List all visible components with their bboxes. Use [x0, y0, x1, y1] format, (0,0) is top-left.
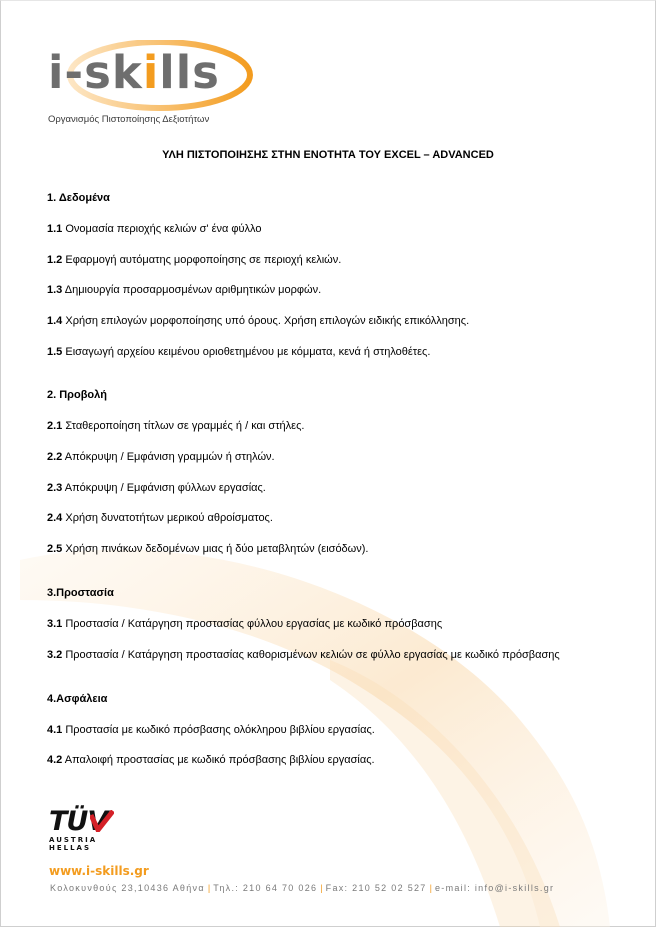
item-text: Σταθεροποίηση τίτλων σε γραμμές ή / και στήλες. [62, 420, 305, 432]
list-item [47, 482, 266, 494]
item-text: Δημιουργία προσαρμοσμένων αριθμητικών μορφών. [62, 284, 322, 296]
separator: | [320, 883, 323, 893]
item-number: 2.1 [47, 420, 63, 432]
item-text: Ονομασία περιοχής κελιών σ' ένα φύλλο [62, 223, 262, 235]
tuv-wordmark: TÜV [49, 806, 108, 837]
section-heading-data: 1. Δεδομένα [47, 192, 110, 204]
item-text: Εισαγωγή αρχείου κειμένου οριοθετημένου με κόμματα, κενά ή στηλοθέτες. [62, 346, 431, 358]
section-heading-view: 2. Προβολή [47, 389, 107, 401]
list-item [47, 223, 262, 235]
email[interactable]: e-mail: info@i-skills.gr [434, 883, 555, 893]
section-heading-protection: 3.Προστασία [47, 587, 114, 599]
item-text: Προστασία / Κατάργηση προστασίας καθορισμένων κελιών σε φύλλο εργασίας με κωδικό πρόσβασης [62, 649, 560, 661]
item-text: Προστασία με κωδικό πρόσβασης ολόκληρου βιβλίου εργασίας. [62, 724, 375, 736]
separator: | [429, 883, 432, 893]
item-number: 3.2 [47, 649, 63, 661]
item-text: Χρήση πινάκων δεδομένων μιας ή δύο μεταβλητών (εισόδων). [62, 543, 369, 555]
item-number: 2.3 [47, 482, 63, 494]
address: Κολοκυνθούς 23,10436 Αθήνα [50, 883, 205, 893]
item-text: Προστασία / Κατάργηση προστασίας φύλλου εργασίας με κωδικό πρόσβασης [62, 618, 443, 630]
document-title: ΥΛΗ ΠΙΣΤΟΠΟΙΗΣΗΣ ΣΤΗΝ ΕΝΟΤΗΤΑ ΤΟΥ EXCEL – ADVANCED [162, 149, 494, 161]
item-text: Εφαρμογή αυτόματης μορφοποίησης σε περιοχή κελιών. [62, 254, 342, 266]
item-text: Χρήση δυνατοτήτων μερικού αθροίσματος. [62, 512, 273, 524]
logo-accent: i [142, 46, 160, 99]
list-item [47, 543, 369, 555]
checkmark-icon [90, 810, 114, 832]
item-text: Απαλοιφή προστασίας με κωδικό πρόσβασης βιβλίου εργασίας. [62, 754, 375, 766]
section-heading-security: 4.Ασφάλεια [47, 693, 108, 705]
list-item [47, 420, 304, 432]
item-number: 1.3 [47, 284, 63, 296]
list-item [47, 724, 375, 736]
list-item [47, 451, 275, 463]
list-item [47, 649, 560, 661]
list-item [47, 346, 430, 358]
item-number: 3.1 [47, 618, 63, 630]
item-number: 4.2 [47, 754, 63, 766]
fax: Fax: 210 52 02 527 [325, 883, 427, 893]
item-number: 2.5 [47, 543, 63, 555]
list-item [47, 754, 375, 766]
tuv-hellas: HELLAS [49, 844, 92, 852]
phone: Τηλ.: 210 64 70 026 [213, 883, 318, 893]
item-number: 4.1 [47, 724, 63, 736]
list-item [47, 284, 321, 296]
item-number: 1.2 [47, 254, 63, 266]
tuv-austria: AUSTRIA [49, 836, 98, 844]
item-number: 1.4 [47, 315, 63, 327]
website-link[interactable]: www.i-skills.gr [49, 864, 149, 878]
list-item [47, 512, 273, 524]
list-item [47, 315, 469, 327]
list-item [47, 254, 341, 266]
logo-suffix: lls [159, 46, 220, 99]
item-text: Απόκρυψη / Εμφάνιση γραμμών ή στηλών. [62, 451, 275, 463]
contact-line [50, 883, 554, 893]
separator: | [207, 883, 211, 893]
tuv-logo [49, 808, 107, 852]
organization-name: Οργανισμός Πιστοποίησης Δεξιοτήτων [48, 114, 210, 125]
logo [48, 48, 220, 98]
item-text: Απόκρυψη / Εμφάνιση φύλλων εργασίας. [62, 482, 266, 494]
logo-prefix: i-sk [48, 46, 143, 99]
item-number: 1.1 [47, 223, 63, 235]
list-item [47, 618, 442, 630]
item-number: 2.4 [47, 512, 63, 524]
item-number: 2.2 [47, 451, 63, 463]
item-number: 1.5 [47, 346, 63, 358]
item-text: Χρήση επιλογών μορφοποίησης υπό όρους. Χρήση επιλογών ειδικής επικόλλησης. [62, 315, 470, 327]
